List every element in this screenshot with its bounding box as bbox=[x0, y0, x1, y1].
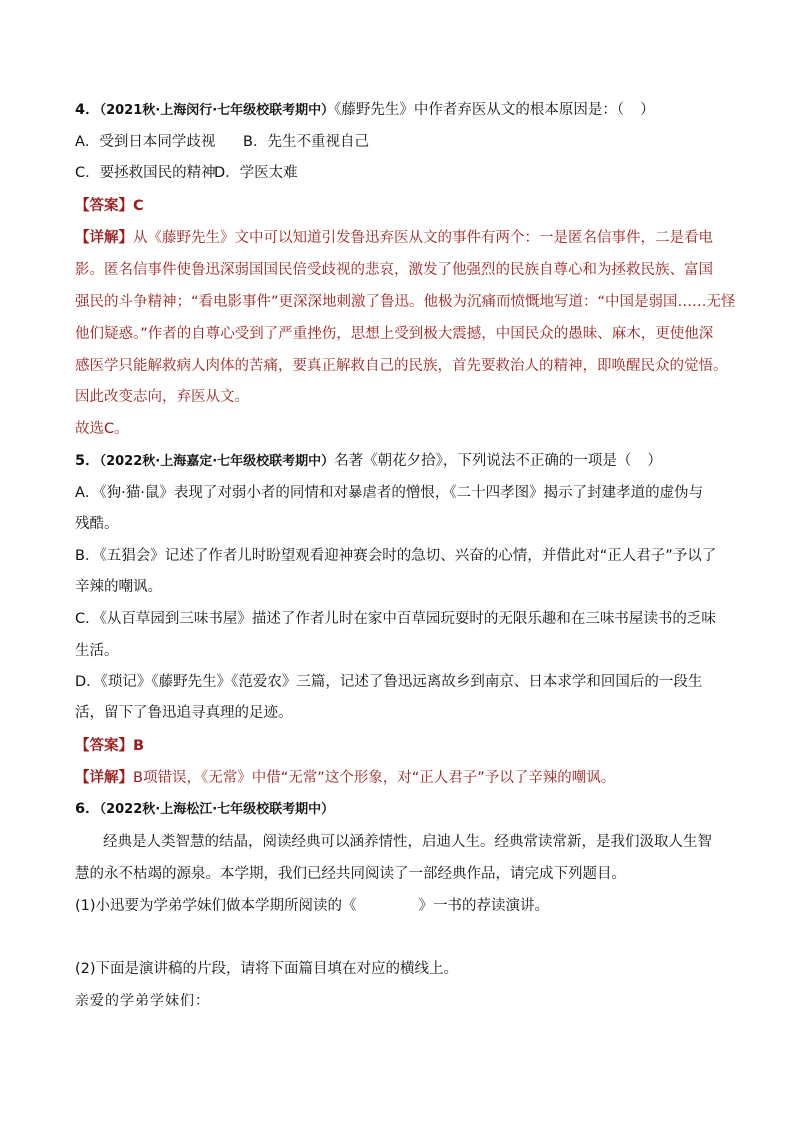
q4-detail-line-3: 强民的斗争精神；“看电影事件”更深深地刺激了鲁迅。他极为沉痛而愤慨地写道：“中国是弱国……无怪 bbox=[75, 294, 736, 310]
q6-sub1-text-before: (1)小迅要为学弟学妹们做本学期所阅读的《 bbox=[75, 898, 357, 914]
q6-sub1-text-after: 》一书的荐读演讲。 bbox=[418, 898, 550, 914]
q5-option-a-line-2: 残酷。 bbox=[75, 516, 119, 532]
q4-detail-line-4: 他们疑惑。”作者的自尊心受到了严重挫伤，思想上受到极大震撼，中国民众的愚昧、麻木，更使他深 bbox=[75, 326, 714, 342]
q4-detail-text-1: 从《藤野先生》文中可以知道引发鲁迅弃医从文的事件有两个：一是匿名信事件，二是看电 bbox=[133, 230, 713, 246]
q4-stem bbox=[75, 100, 735, 121]
q5-stem-close: ） bbox=[647, 453, 662, 469]
q4-option-b: B．先生不重视自己 bbox=[243, 134, 369, 150]
q4-detail-line-6: 因此改变志向，弃医从文。 bbox=[75, 389, 249, 405]
q6-stem bbox=[75, 799, 735, 820]
q5-source: （2022秋·上海嘉定·七年级校联考期中） bbox=[99, 454, 335, 469]
q5-option-d-line-2: 活，留下了鲁迅追寻真理的足迹。 bbox=[75, 705, 293, 721]
q5-option-b-line-2: 辛辣的嘲讽。 bbox=[75, 579, 162, 595]
q6-greeting: 亲爱的学弟学妹们： bbox=[75, 993, 210, 1009]
q4-detail-line-1 bbox=[75, 228, 735, 248]
q4-source: （2021秋·上海闵行·七年级校联考期中） bbox=[99, 103, 335, 118]
q5-detail-text: B项错误，《无常》中借“无常”这个形象，对“正人君子”予以了辛辣的嘲讽。 bbox=[133, 770, 616, 786]
q5-answer-value: B bbox=[133, 738, 145, 754]
q6-sub-question-2: (2)下面是演讲稿的片段，请将下面篇目填在对应的横线上。 bbox=[75, 961, 459, 977]
q5-number: 5． bbox=[75, 453, 100, 469]
q4-detail-line-7: 故选C。 bbox=[75, 421, 129, 437]
q5-option-a-line-1: A．《狗·猫·鼠》表现了对弱小者的同情和对暴虐者的憎恨，《二十四孝图》揭示了封建孝道的虚伪与 bbox=[75, 485, 704, 501]
q4-stem-text: 《藤野先生》中作者弃医从文的根本原因是：（ bbox=[334, 102, 625, 118]
q5-stem bbox=[75, 451, 735, 472]
q4-detail-label: 【详解】 bbox=[75, 230, 133, 246]
q5-answer bbox=[75, 736, 735, 756]
q5-answer-label: 【答案】 bbox=[75, 738, 133, 754]
q5-option-c-line-1: C．《从百草园到三味书屋》描述了作者儿时在家中百草园玩耍时的无限乐趣和在三味书屋读书的乏味 bbox=[75, 611, 716, 627]
q4-options-row-2 bbox=[75, 163, 735, 183]
q4-number: 4． bbox=[75, 102, 100, 118]
q4-option-d: D．学医太难 bbox=[214, 165, 298, 181]
q6-number: 6． bbox=[75, 801, 100, 817]
q6-intro-line-1: 经典是人类智慧的结晶，阅读经典可以涵养情性，启迪人生。经典常读常新，是我们汲取人生智 bbox=[103, 834, 712, 850]
q4-answer bbox=[75, 196, 735, 216]
q4-option-a: A．受到日本同学歧视 bbox=[75, 134, 216, 150]
q5-option-b-line-1: B．《五猖会》记述了作者儿时盼望观看迎神赛会时的急切、兴奋的心情，并借此对“正人君子”予以了 bbox=[75, 548, 717, 564]
q5-detail bbox=[75, 768, 735, 788]
q4-answer-label: 【答案】 bbox=[75, 198, 133, 214]
q5-stem-text: 名著《朝花夕拾》，下列说法不正确的一项是（ bbox=[334, 453, 632, 469]
q6-sub-question-1 bbox=[75, 896, 735, 916]
q5-detail-label: 【详解】 bbox=[75, 770, 133, 786]
q6-intro-line-2: 慧的永不枯竭的源泉。本学期，我们已经共同阅读了一部经典作品，请完成下列题目。 bbox=[75, 866, 626, 882]
q4-stem-close: ） bbox=[640, 102, 655, 118]
q6-source: （2022秋·上海松江·七年级校联考期中） bbox=[99, 802, 335, 817]
q4-option-c: C．要拯救国民的精神 bbox=[75, 165, 216, 181]
q5-option-d-line-1: D．《琐记》《藤野先生》《范爱农》三篇，记述了鲁迅远离故乡到南京、日本求学和回国后的一段生 bbox=[75, 674, 703, 690]
q4-options-row-1 bbox=[75, 132, 735, 152]
q4-detail-line-2: 影。匿名信事件使鲁迅深弱国国民倍受歧视的悲哀，激发了他强烈的民族自尊心和为拯救民族、富国 bbox=[75, 262, 713, 278]
q5-option-c-line-2: 生活。 bbox=[75, 643, 119, 659]
q4-detail-line-5: 感医学只能解救病人肉体的苦痛，要真正解救自己的民族，首先要救治人的精神，即唤醒民众的觉悟。 bbox=[75, 358, 728, 374]
q4-answer-value: C bbox=[133, 198, 144, 214]
